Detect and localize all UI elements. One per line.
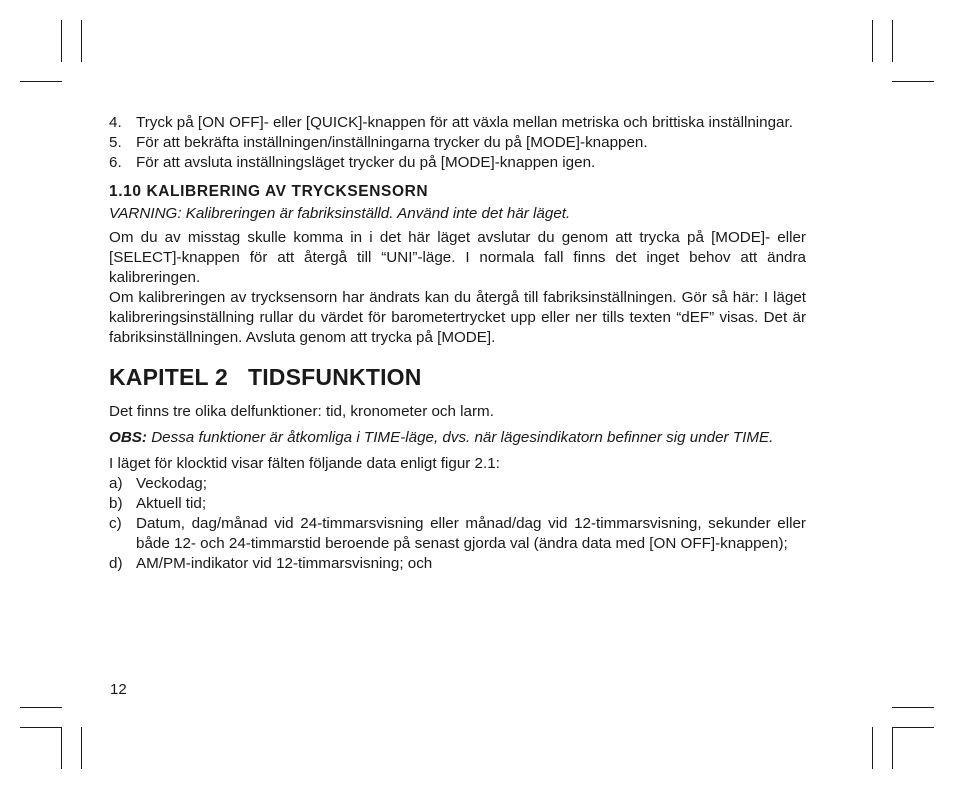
crop-mark [892,707,934,708]
paragraph: Om kalibreringen av trycksensorn har ändrats kan du återgå till fabriksinställningen. Gör så här: I läget kalibreringsinställning rullar du värdet för barometertrycket upp eller ner tills texten “dEF” visas. Det är fabriksinställningen. Avsluta genom att trycka på [MODE]. [109,289,806,346]
lead-paragraph: I läget för klocktid visar fälten följande data enligt figur 2.1: [109,455,500,472]
crop-mark [81,727,82,769]
note-text: Dessa funktioner är åtkomliga i TIME-läge, dvs. när lägesindikatorn befinner sig under TIME. [151,429,774,446]
settings-steps-list [109,113,806,173]
list-letter: d) [109,555,123,572]
list-text: För att avsluta inställningsläget trycker du på [MODE]-knappen igen. [136,154,596,171]
chapter-intro: Det finns tre olika delfunktioner: tid, kronometer och larm. [109,403,494,420]
section-heading: 1.10 KALIBRERING AV TRYCKSENSORN [109,183,429,200]
list-text: För att bekräfta inställningen/inställningarna trycker du på [MODE]-knappen. [136,134,648,151]
list-text: Veckodag; [136,475,207,492]
crop-mark [61,727,62,769]
list-item [109,494,806,514]
crop-mark [61,20,62,62]
crop-mark [892,20,893,62]
list-item [109,113,806,133]
list-item [109,153,806,173]
crop-mark [892,81,934,82]
crop-mark [872,727,873,769]
list-letter: a) [109,475,123,492]
page-content [109,113,806,574]
list-text: Tryck på [ON OFF]- eller [QUICK]-knappen för att växla mellan metriska och brittiska inställningar. [136,114,793,131]
crop-mark [20,707,62,708]
list-number: 5. [109,134,122,151]
crop-mark [872,20,873,62]
list-item [109,474,806,494]
list-text: AM/PM-indikator vid 12-timmarsvisning; och [136,555,433,572]
chapter-label: KAPITEL 2 [109,364,228,390]
note-label: OBS: [109,429,147,446]
list-item [109,133,806,153]
page-number: 12 [110,681,127,698]
list-text: Aktuell tid; [136,495,207,512]
list-number: 6. [109,154,122,171]
crop-mark [892,727,934,728]
list-item [109,554,806,574]
crop-mark [81,20,82,62]
display-fields-list [109,474,806,574]
crop-mark [20,727,62,728]
chapter-title: TIDSFUNKTION [247,364,422,390]
list-letter: b) [109,495,123,512]
note [109,428,806,448]
list-number: 4. [109,114,122,131]
crop-mark [892,727,893,769]
paragraph: Om du av misstag skulle komma in i det här läget avslutar du genom att trycka på [MODE]- eller [SELECT]-knappen för att återgå till “UNI”-läge. I normala fall finns det inget behov att ändra kalibreringen. [109,229,806,286]
list-text: Datum, dag/månad vid 24-timmarsvisning eller månad/dag vid 12-timmarsvisning, sekunder eller både 12- och 24-timmarstid beroende på senast gjorda val (ändra data med [ON OFF]-knappen); [136,515,806,552]
warning-text: VARNING: Kalibreringen är fabriksinställd. Använd inte det här läget. [109,205,571,222]
list-letter: c) [109,515,122,532]
chapter-heading [109,363,806,391]
list-item [109,514,806,554]
crop-mark [20,81,62,82]
